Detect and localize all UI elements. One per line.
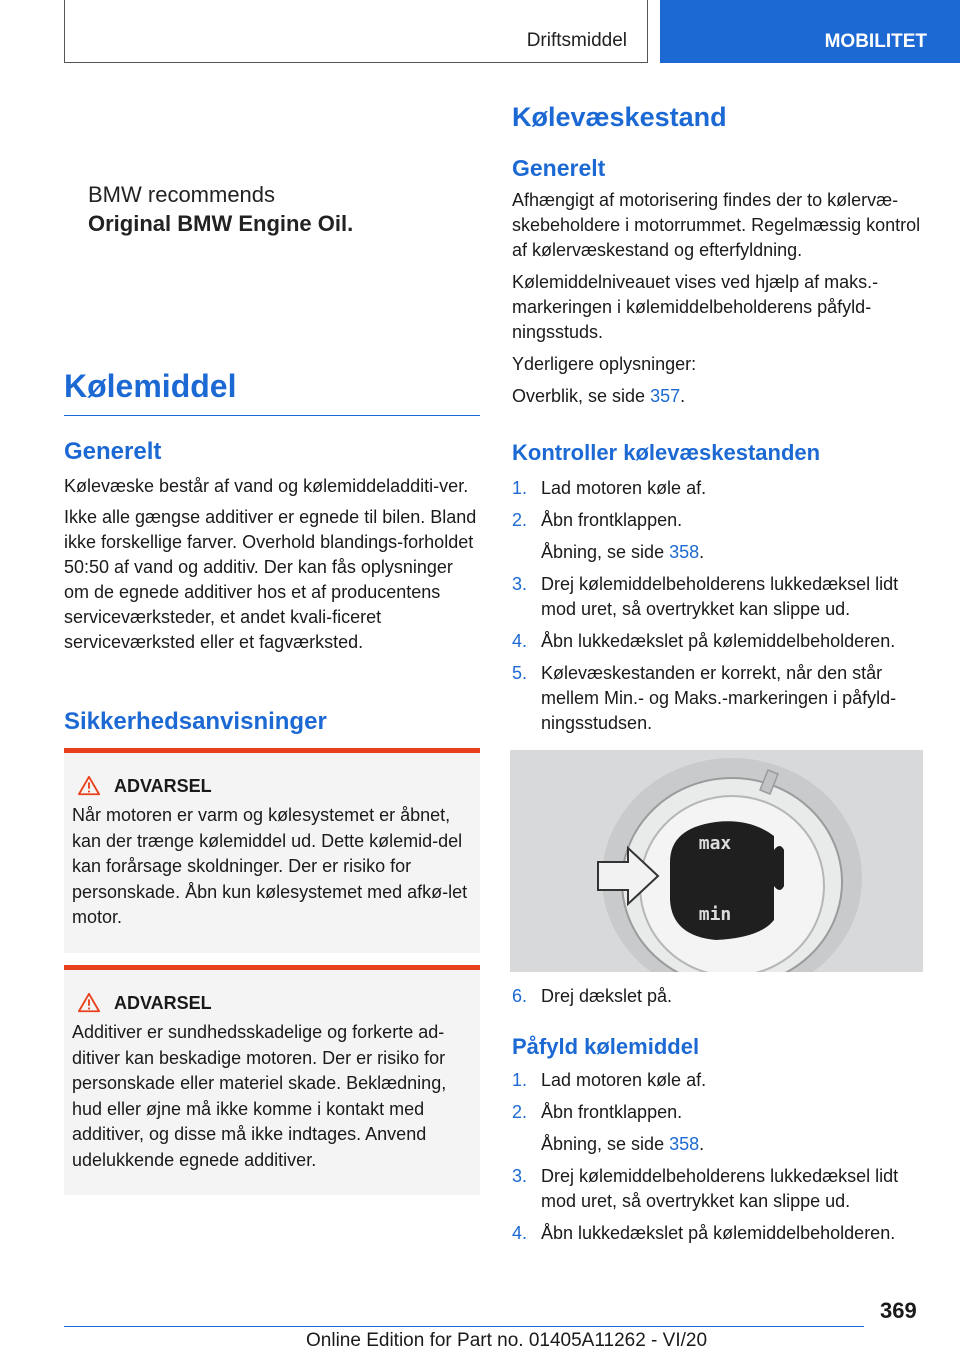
- step-text: Lad motoren køle af.: [541, 1070, 707, 1090]
- header-chapter-label: MOBILITET: [824, 31, 927, 52]
- left-section-title: Kølemiddel: [64, 368, 237, 404]
- warning-triangle-icon: [78, 992, 100, 1014]
- footer-rule: [64, 1326, 864, 1327]
- ad-line-2: Original BMW Engine Oil.: [88, 211, 354, 236]
- list-item: [512, 476, 926, 501]
- left-generelt-heading: Generelt: [64, 438, 162, 465]
- page-number: 369: [880, 1298, 917, 1323]
- warning-box-2: [64, 965, 480, 1195]
- check-heading: Kontroller kølevæskestanden: [512, 440, 821, 465]
- step-text: Åbn lukkedækslet på kølemiddelbeholderen.: [541, 631, 896, 651]
- step-number: 2.: [512, 510, 528, 530]
- left-generelt: [64, 438, 480, 655]
- fill-heading: Påfyld kølemiddel: [512, 1034, 700, 1059]
- step-sub-text: Åbning, se side: [541, 542, 670, 562]
- list-item: [512, 1221, 926, 1246]
- left-generelt-p2: Ikke alle gængse additiver er egnede til bilen. Bland ikke forskellige farver. Overhold blandings-forholdet 50:50 af vand og additiv. Der kan fås oplysninger om de egnede additiver hos et af producentens serviceværksteder, et andet kvali-ficeret serviceværksted eller et fagværksted.: [64, 507, 477, 652]
- fill-steps-list: [512, 1068, 926, 1253]
- page-link-357[interactable]: 357: [650, 386, 681, 406]
- page-link-358[interactable]: 358: [669, 542, 700, 562]
- list-item: [512, 1068, 926, 1093]
- right-p4-text: Overblik, se side: [512, 386, 651, 406]
- ad-line-1: BMW recommends: [88, 182, 276, 207]
- max-marking: max: [698, 833, 732, 854]
- step-sub-ref: [512, 1132, 926, 1157]
- step-number: 4.: [512, 631, 528, 651]
- warning-title-1: [78, 775, 472, 797]
- min-marking: min: [698, 904, 732, 925]
- step-sub-end: .: [699, 1134, 705, 1154]
- right-p4: [512, 384, 926, 409]
- warning-title-2: [78, 992, 472, 1014]
- title-rule: [64, 415, 480, 416]
- header-chapter-tab[interactable]: [660, 0, 960, 63]
- step-number: 1.: [512, 478, 528, 498]
- footer-edition: Online Edition for Part no. 01405A11262 - VI/20: [306, 1330, 708, 1351]
- header-section-box: [64, 0, 648, 63]
- step-number: 2.: [512, 1102, 528, 1122]
- warning-box-1: [64, 748, 480, 953]
- step-text: Åbn lukkedækslet på kølemiddelbeholderen.: [541, 1223, 896, 1243]
- step-text: Lad motoren køle af.: [541, 478, 707, 498]
- right-generelt-heading: Generelt: [512, 155, 606, 181]
- step-number: 4.: [512, 1223, 528, 1243]
- right-p2: Kølemiddelniveauet vises ved hjælp af maks.-markeringen i kølemiddelbeholderens påfyld-ningsstuds.: [512, 272, 879, 342]
- list-item: [512, 1164, 926, 1214]
- list-item: [512, 508, 926, 533]
- right-intro: [512, 102, 926, 409]
- step-text: Åbn frontklappen.: [541, 1102, 683, 1122]
- step-text: Kølevæskestanden er korrekt, når den står mellem Min.- og Maks.-markeringen i påfyld-ningsstudsen.: [541, 663, 897, 733]
- step-text: Drej dækslet på.: [541, 986, 673, 1006]
- warning-triangle-icon: [78, 775, 100, 797]
- check-steps-list: [512, 476, 926, 743]
- page-link-358[interactable]: 358: [669, 1134, 700, 1154]
- step-number: 6.: [512, 986, 528, 1006]
- step-text: Drej kølemiddelbeholderens lukkedæksel lidt mod uret, så overtrykket kan slippe ud.: [541, 574, 899, 619]
- right-p1: Afhængigt af motorisering findes der to kølervæ-skebeholdere i motorrummet. Regelmæssig kontrol af kølervæskestand og efterfyldning.: [512, 190, 921, 260]
- left-section-title-block: [64, 368, 480, 416]
- list-item: [512, 661, 926, 736]
- step-text: Drej kølemiddelbeholderens lukkedæksel lidt mod uret, så overtrykket kan slippe ud.: [541, 1166, 899, 1211]
- step-sub-end: .: [699, 542, 705, 562]
- left-generelt-p1: Kølevæske består af vand og kølemiddeladditi-ver.: [64, 476, 469, 496]
- step-number: 1.: [512, 1070, 528, 1090]
- safety-heading: Sikkerhedsanvisninger: [64, 708, 327, 735]
- right-p4-end: .: [680, 386, 686, 406]
- step-text: Åbn frontklappen.: [541, 510, 683, 530]
- right-p3: Yderligere oplysninger:: [512, 354, 697, 374]
- list-item: [512, 984, 926, 1009]
- coolant-cap-drawing: [510, 750, 923, 972]
- step-number: 3.: [512, 1166, 528, 1186]
- step-sub-ref: [512, 540, 926, 565]
- warning-text-2: Additiver er sundhedsskadelige og forkerte ad-ditiver kan beskadige motoren. Der er risiko for personskade eller materiel skade. Beklædning, hud eller øjne må ikke komme i kontakt med additiver, og disse må ikke indtages. Anvend udelukkende egnede additiver.: [72, 1022, 447, 1170]
- warning-text-1: Når motoren er varm og kølesystemet er åbnet, kan der trænge kølemiddel ud. Dette kølemid-del kan forårsage skoldninger. Der er risiko for personskade. Åbn kun kølesystemet med afkø-let motor.: [72, 805, 468, 927]
- step-number: 3.: [512, 574, 528, 594]
- step-6: [512, 984, 926, 1016]
- coolant-level-illustration: [510, 750, 923, 972]
- step-sub-text: Åbning, se side: [541, 1134, 670, 1154]
- header-section-label: Driftsmiddel: [526, 30, 627, 51]
- list-item: [512, 1100, 926, 1125]
- warning-title-text-1: ADVARSEL: [114, 775, 212, 796]
- warning-title-text-2: ADVARSEL: [114, 992, 212, 1013]
- list-item: [512, 629, 926, 654]
- right-section-title: Kølevæskestand: [512, 102, 727, 132]
- step-number: 5.: [512, 663, 528, 683]
- list-item: [512, 572, 926, 622]
